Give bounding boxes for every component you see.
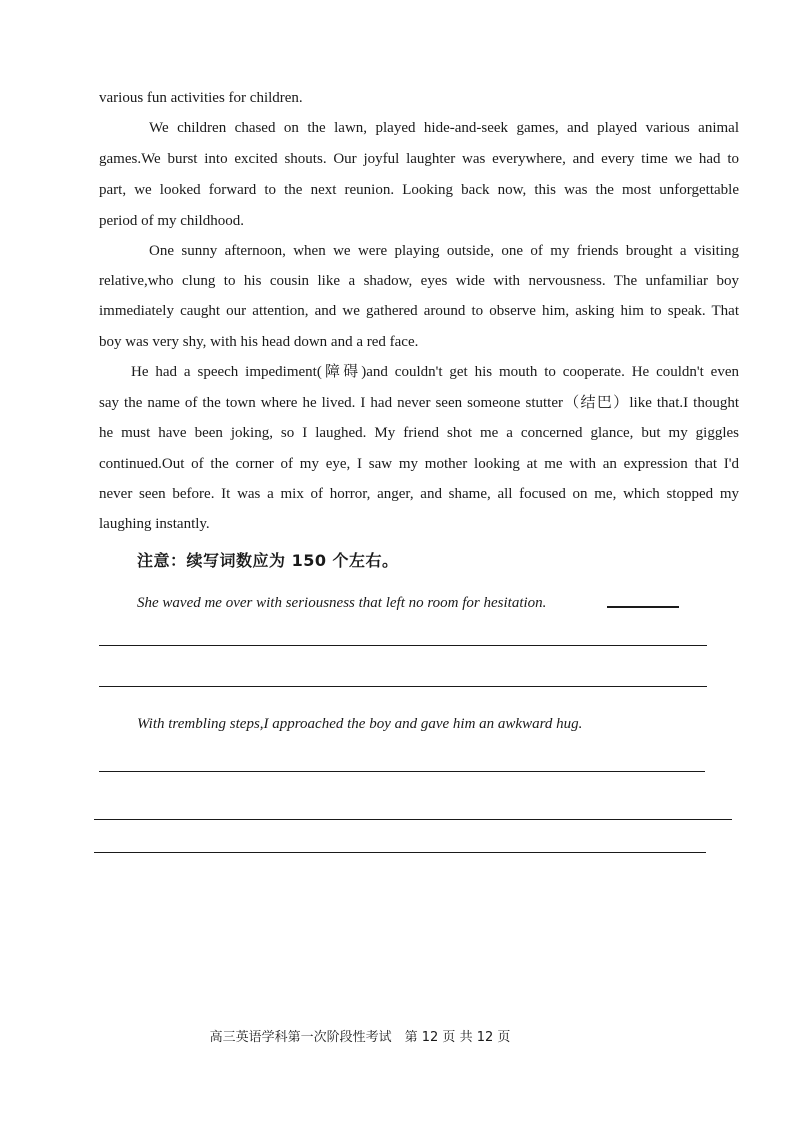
passage-line-13: continued.Out of the corner of my eye, I saw my mother looking at me with an expression that I'd [99,456,739,472]
page-footer: 高三英语学科第一次阶段性考试 第 12 页 共 12 页 [209,1030,511,1045]
passage-line-7: relative,who clung to his cousin like a shadow, eyes wide with nervousness. The unfamiliar boy [99,273,739,289]
passage-line-1: various fun activities for children. [99,90,303,106]
writing-line[interactable] [99,771,705,772]
passage-line-14: never seen before. It was a mix of horror, anger, and shame, all focused on me, which stopped my [99,486,739,502]
writing-line[interactable] [94,852,706,853]
passage-line-2: We children chased on the lawn, played hide-and-seek games, and played various animal [149,120,739,136]
passage-line-11: say the name of the town where he lived. I had never seen someone stutter（结巴）like that.I thought [99,395,739,411]
passage-line-10: He had a speech impediment(障碍)and couldn't get his mouth to cooperate. He couldn't even [131,364,739,380]
word-count-note: 注意：续写词数应为 150 个左右。 [137,551,399,570]
passage-line-5: period of my childhood. [99,213,244,229]
writing-line[interactable] [94,819,732,820]
passage-line-3: games.We burst into excited shouts. Our joyful laughter was everywhere, and every time we had to [99,151,739,167]
passage-line-9: boy was very shy, with his head down and a red face. [99,334,419,350]
passage-line-12: he must have been joking, so I laughed. My friend shot me a concerned glance, but my giggles [99,425,739,441]
passage-line-8: immediately caught our attention, and we gathered around to observe him, asking him to speak. That [99,303,739,319]
passage-line-15: laughing instantly. [99,516,210,532]
passage-line-6: One sunny afternoon, when we were playing outside, one of my friends brought a visiting [149,243,739,259]
writing-line[interactable] [99,645,707,646]
paragraph-1-blank[interactable] [607,606,679,608]
passage-line-4: part, we looked forward to the next reunion. Looking back now, this was the most unforgettable [99,182,739,198]
writing-line[interactable] [99,686,707,687]
paragraph-1-opening: She waved me over with seriousness that left no room for hesitation. [137,595,547,611]
paragraph-2-opening: With trembling steps,I approached the boy and gave him an awkward hug. [137,716,583,732]
